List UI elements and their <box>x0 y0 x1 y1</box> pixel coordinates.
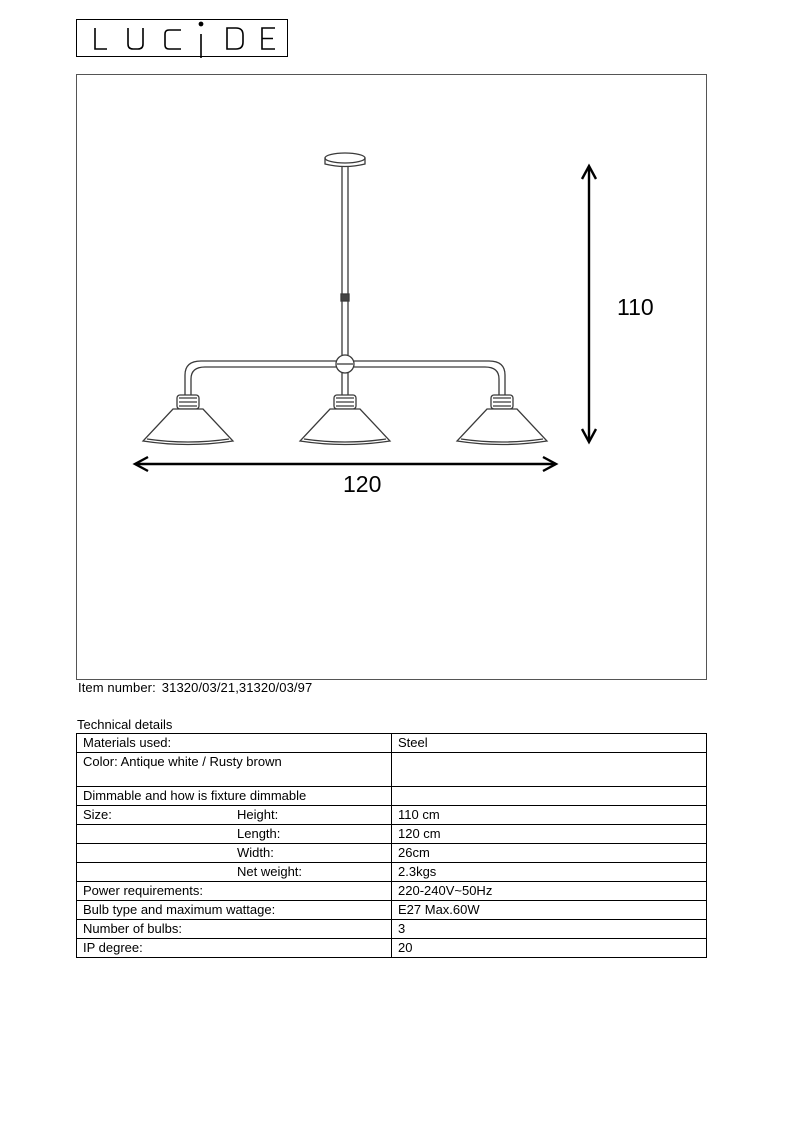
width-dimension-label: 120 <box>343 471 382 497</box>
spec-value: Steel <box>392 734 707 753</box>
spec-label: Materials used: <box>77 734 392 753</box>
spec-label: Power requirements: <box>77 882 392 901</box>
table-row <box>77 787 707 806</box>
table-row <box>77 806 707 825</box>
technical-details-table <box>76 733 707 958</box>
brand-logo <box>76 19 288 57</box>
lamp-shades <box>143 395 547 445</box>
table-row <box>77 753 707 787</box>
shade-right <box>457 395 547 445</box>
spec-value: 20 <box>392 939 707 958</box>
technical-details-heading: Technical details <box>77 717 173 732</box>
shade-left <box>143 395 233 445</box>
shade-center <box>300 395 390 445</box>
table-row <box>77 863 707 882</box>
height-dimension-arrow <box>582 166 596 442</box>
spec-value: E27 Max.60W <box>392 901 707 920</box>
spec-label <box>77 863 392 882</box>
product-drawing <box>76 74 707 680</box>
spec-label <box>77 806 392 825</box>
spec-sublabel: Length: <box>237 826 281 841</box>
spec-sublabel: Height: <box>237 807 279 822</box>
brand-logo-wordmark <box>77 20 289 58</box>
table-row <box>77 901 707 920</box>
spec-label: Bulb type and maximum wattage: <box>77 901 392 920</box>
spec-group-label: Size: <box>83 807 112 822</box>
spec-label <box>77 825 392 844</box>
spec-value: 26cm <box>392 844 707 863</box>
item-number-value: 31320/03/21,31320/03/97 <box>161 680 313 695</box>
item-number-label: Item number: <box>78 680 156 695</box>
spec-value: 120 cm <box>392 825 707 844</box>
spec-label: IP degree: <box>77 939 392 958</box>
spec-label: Color: Antique white / Rusty brown <box>77 753 392 787</box>
pendant-lamp-drawing <box>77 75 708 681</box>
spec-value: 3 <box>392 920 707 939</box>
table-row <box>77 882 707 901</box>
spec-sublabel: Width: <box>237 845 274 860</box>
table-row <box>77 920 707 939</box>
spec-label <box>77 844 392 863</box>
spec-value: 110 cm <box>392 806 707 825</box>
spec-label: Dimmable and how is fixture dimmable <box>77 787 392 806</box>
table-row <box>77 939 707 958</box>
spec-value <box>392 753 707 787</box>
spec-value: 220-240V~50Hz <box>392 882 707 901</box>
spec-sublabel: Net weight: <box>237 864 303 879</box>
spec-label: Number of bulbs: <box>77 920 392 939</box>
table-row <box>77 825 707 844</box>
spec-value: 2.3kgs <box>392 863 707 882</box>
table-row <box>77 734 707 753</box>
height-dimension-label: 110 <box>617 294 654 320</box>
spec-value <box>392 787 707 806</box>
width-dimension-arrow <box>135 457 556 471</box>
table-row <box>77 844 707 863</box>
item-number <box>78 680 312 695</box>
